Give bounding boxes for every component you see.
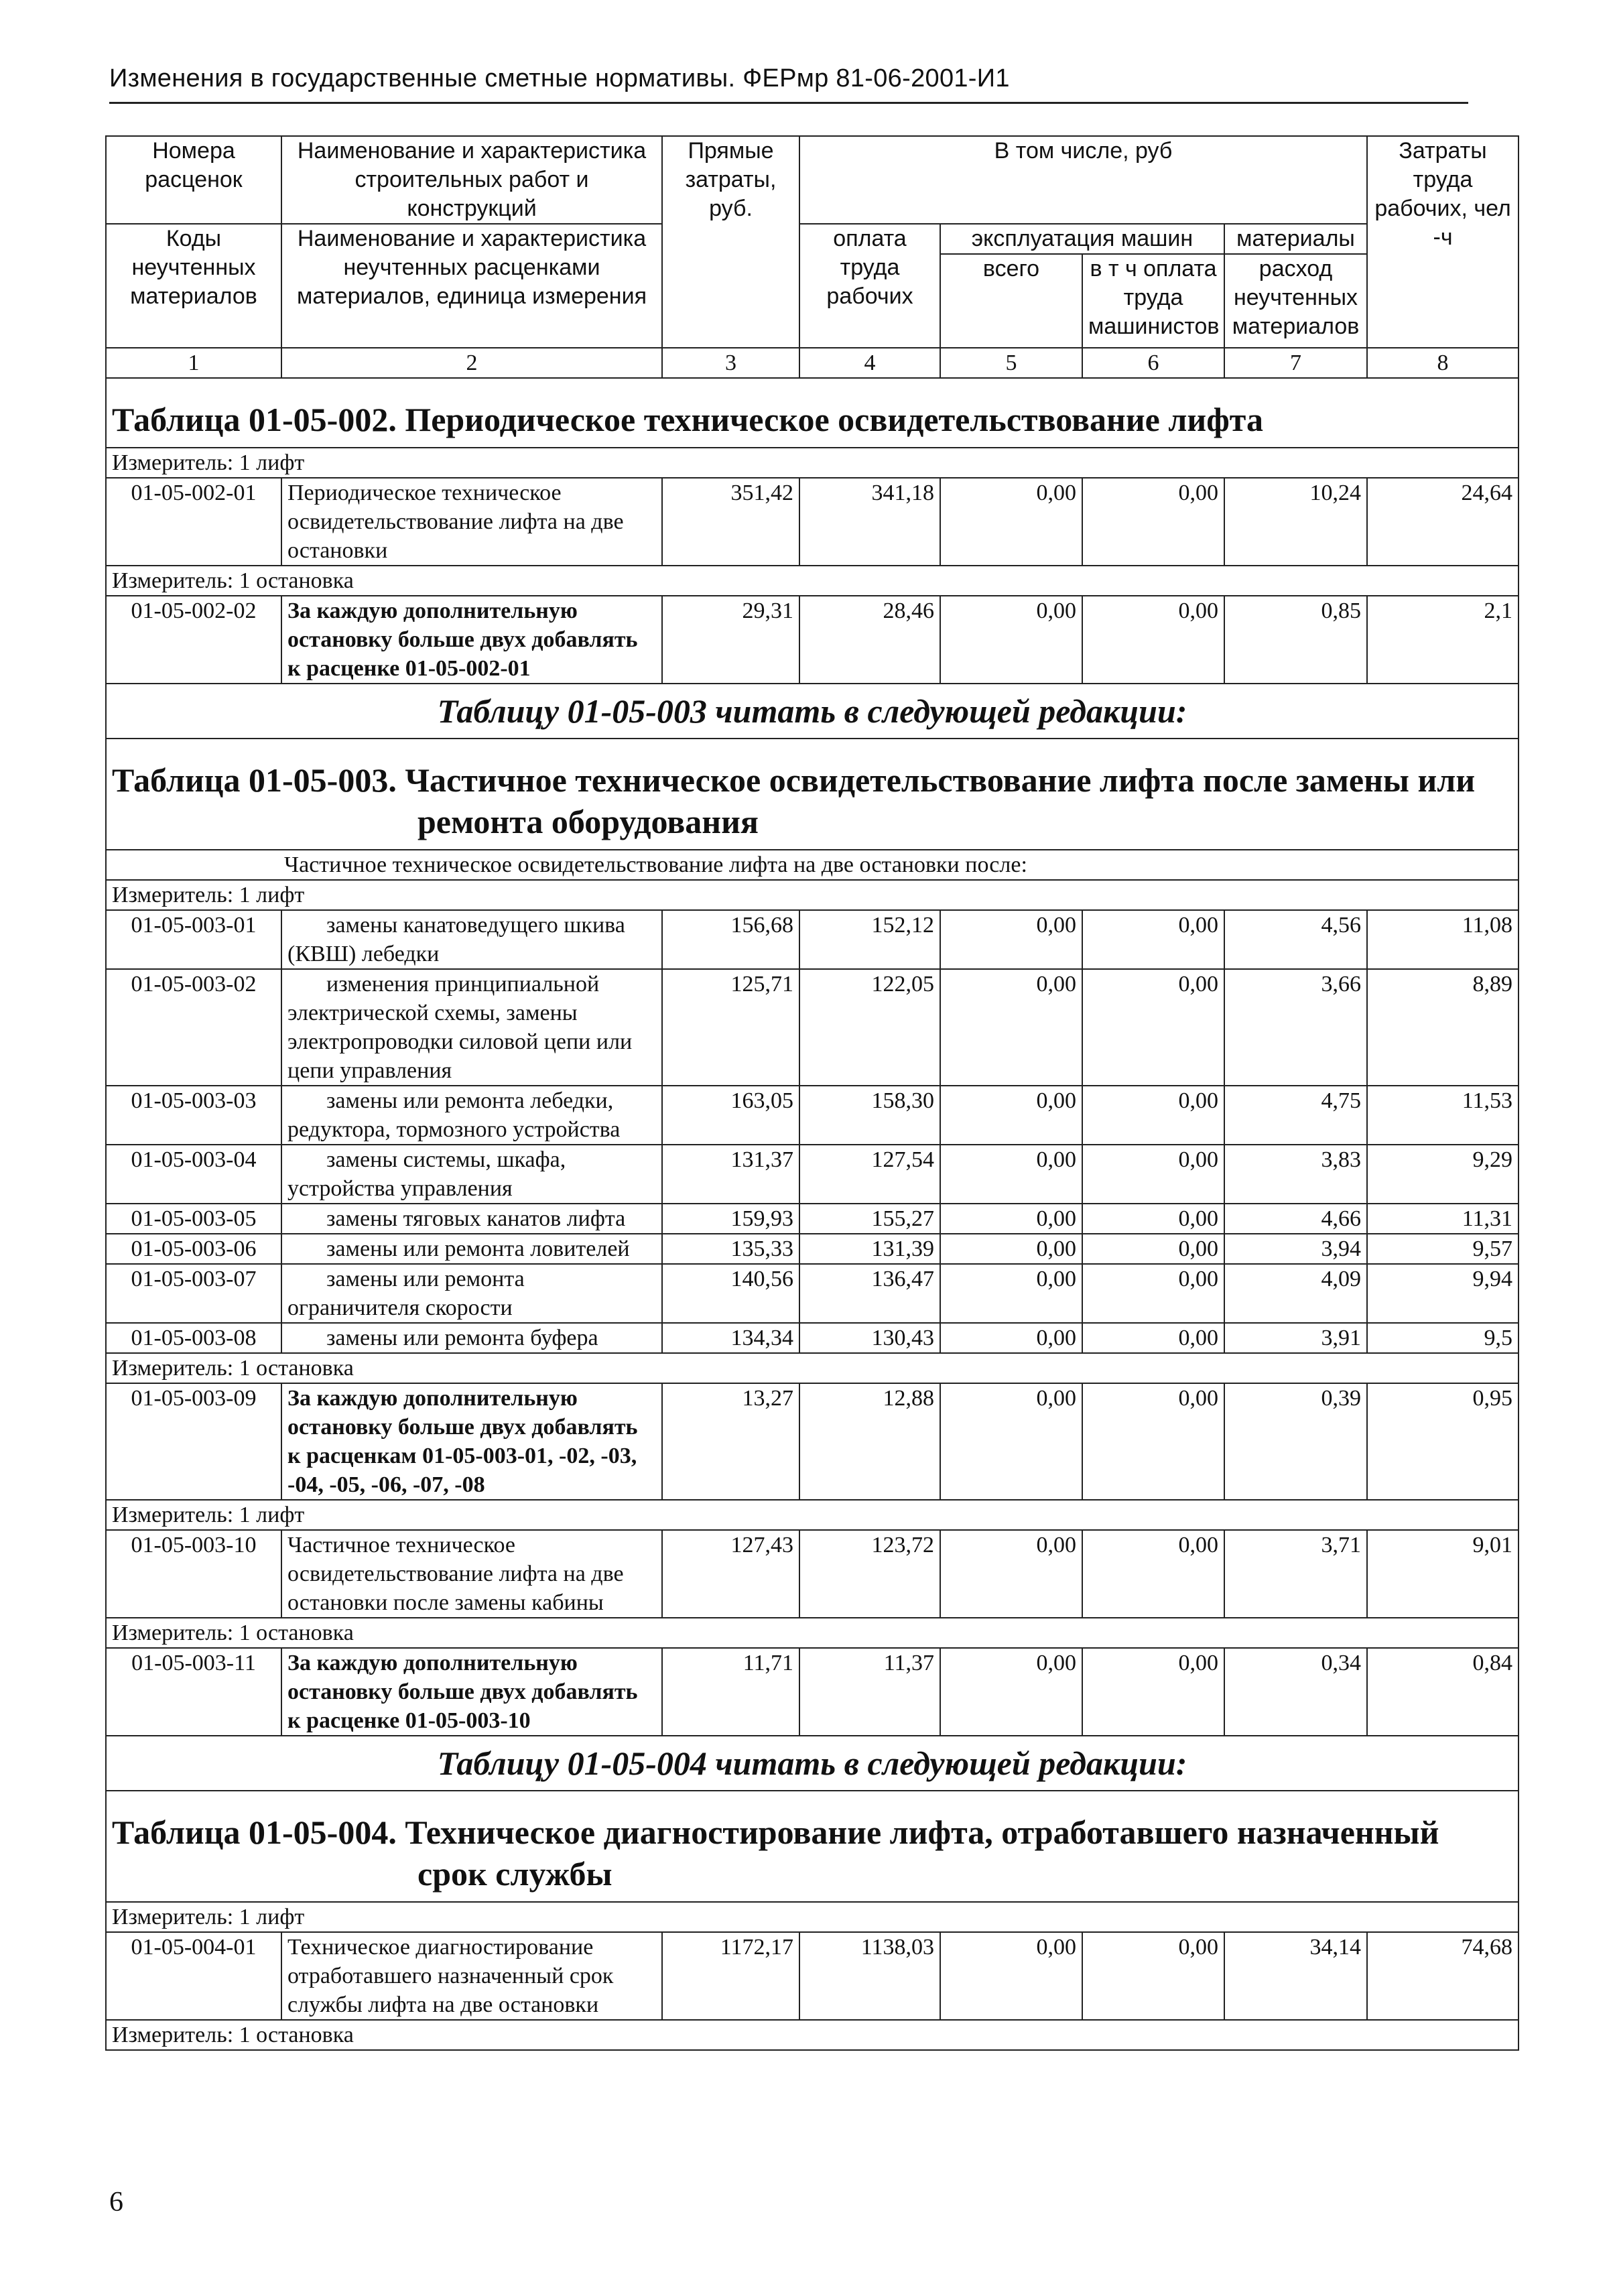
section-title-004-line2: срок службы — [417, 1855, 612, 1893]
materials: 0,34 — [1224, 1648, 1367, 1736]
materials: 34,14 — [1224, 1932, 1367, 2020]
machines-total: 0,00 — [940, 1086, 1082, 1145]
section-title-002: Таблица 01-05-002. Периодическое техническое освидетельствование лифта — [112, 401, 1263, 438]
labor-hours: 24,64 — [1367, 478, 1519, 566]
labor-pay: 152,12 — [799, 910, 940, 969]
measure-label: Измеритель: 1 остановка — [106, 1618, 1519, 1648]
direct-costs: 135,33 — [662, 1234, 799, 1264]
machinist-pay: 0,00 — [1082, 596, 1224, 684]
labor-hours: 0,95 — [1367, 1383, 1519, 1500]
machinist-pay: 0,00 — [1082, 1086, 1224, 1145]
materials: 0,39 — [1224, 1383, 1367, 1500]
direct-costs: 11,71 — [662, 1648, 799, 1736]
direct-costs: 140,56 — [662, 1264, 799, 1323]
col-number: 5 — [940, 348, 1082, 378]
table-row — [106, 478, 1519, 566]
page-number: 6 — [109, 2187, 123, 2218]
machines-total: 0,00 — [940, 910, 1082, 969]
machines-total: 0,00 — [940, 1323, 1082, 1353]
labor-hours: 11,31 — [1367, 1204, 1519, 1234]
labor-hours: 9,94 — [1367, 1264, 1519, 1323]
table-row — [106, 1145, 1519, 1204]
measure-label: Измеритель: 1 лифт — [106, 448, 1519, 478]
rate-name: замены или ремонта буфера — [281, 1323, 662, 1353]
machinist-pay: 0,00 — [1082, 1648, 1224, 1736]
machines-total: 0,00 — [940, 1383, 1082, 1500]
machines-total: 0,00 — [940, 1530, 1082, 1618]
materials: 3,94 — [1224, 1234, 1367, 1264]
materials: 4,56 — [1224, 910, 1367, 969]
table-row — [106, 1204, 1519, 1234]
section-title-003 — [112, 739, 1512, 849]
labor-pay: 123,72 — [799, 1530, 940, 1618]
labor-hours: 9,01 — [1367, 1530, 1519, 1618]
col-number: 8 — [1367, 348, 1519, 378]
rate-name: замены или ремонта ограничителя скорости — [281, 1264, 662, 1323]
rate-code: 01-05-003-02 — [106, 969, 281, 1086]
table-row — [106, 910, 1519, 969]
rate-code: 01-05-003-06 — [106, 1234, 281, 1264]
labor-pay: 158,30 — [799, 1086, 940, 1145]
section-title-004 — [112, 1791, 1512, 1901]
header-rule — [109, 102, 1468, 104]
rate-name: замены системы, шкафа, устройства управления — [281, 1145, 662, 1204]
col-number: 4 — [799, 348, 940, 378]
th-col1-bottom: Коды неучтенных материалов — [106, 224, 281, 348]
th-machines-total: всего — [940, 254, 1082, 348]
th-material-use: расход неучтенных материалов — [1224, 254, 1367, 348]
labor-pay: 155,27 — [799, 1204, 940, 1234]
direct-costs: 127,43 — [662, 1530, 799, 1618]
rate-name: За каждую дополнительную остановку больше двух добавлять к расценке 01-05-002-01 — [281, 596, 662, 684]
direct-costs: 134,34 — [662, 1323, 799, 1353]
labor-pay: 127,54 — [799, 1145, 940, 1204]
labor-hours: 0,84 — [1367, 1648, 1519, 1736]
labor-pay: 130,43 — [799, 1323, 940, 1353]
direct-costs: 163,05 — [662, 1086, 799, 1145]
rate-name: Периодическое техническое освидетельствование лифта на две остановки — [281, 478, 662, 566]
rate-code: 01-05-002-01 — [106, 478, 281, 566]
th-col2-top: Наименование и характеристика строительных работ и конструкций — [281, 136, 662, 224]
edit-note-003: Таблицу 01-05-003 читать в следующей редакции: — [437, 692, 1187, 730]
measure-label: Измеритель: 1 остановка — [106, 566, 1519, 596]
rate-code: 01-05-003-07 — [106, 1264, 281, 1323]
direct-costs: 125,71 — [662, 969, 799, 1086]
th-col2-bottom: Наименование и характеристика неучтенных расценками материалов, единица измерения — [281, 224, 662, 348]
measure-label: Измеритель: 1 остановка — [106, 2020, 1519, 2050]
measure-label: Измеритель: 1 лифт — [106, 1500, 1519, 1530]
table-row — [106, 1234, 1519, 1264]
machines-total: 0,00 — [940, 1648, 1082, 1736]
machinist-pay: 0,00 — [1082, 1932, 1224, 2020]
rate-name: изменения принципиальной электрической схемы, замены электропроводки силовой цепи или цепи управления — [281, 969, 662, 1086]
col-number: 2 — [281, 348, 662, 378]
labor-pay: 136,47 — [799, 1264, 940, 1323]
th-labor-pay: оплата труда рабочих — [799, 224, 940, 348]
col-number: 1 — [106, 348, 281, 378]
labor-hours: 11,53 — [1367, 1086, 1519, 1145]
th-direct-costs: Прямые затраты, руб. — [662, 136, 799, 348]
materials: 3,66 — [1224, 969, 1367, 1086]
rate-name: Техническое диагностирование отработавшего назначенный срок службы лифта на две остановки — [281, 1932, 662, 2020]
labor-pay: 1138,03 — [799, 1932, 940, 2020]
direct-costs: 13,27 — [662, 1383, 799, 1500]
rate-code: 01-05-003-03 — [106, 1086, 281, 1145]
machines-total: 0,00 — [940, 1145, 1082, 1204]
th-col1-top: Номера расценок — [106, 136, 281, 224]
direct-costs: 131,37 — [662, 1145, 799, 1204]
labor-hours: 74,68 — [1367, 1932, 1519, 2020]
labor-hours: 2,1 — [1367, 596, 1519, 684]
machines-total: 0,00 — [940, 1234, 1082, 1264]
rate-name: замены тяговых канатов лифта — [281, 1204, 662, 1234]
materials: 10,24 — [1224, 478, 1367, 566]
rate-name: За каждую дополнительную остановку больше двух добавлять к расценке 01-05-003-10 — [281, 1648, 662, 1736]
machinist-pay: 0,00 — [1082, 1323, 1224, 1353]
labor-hours: 8,89 — [1367, 969, 1519, 1086]
machinist-pay: 0,00 — [1082, 969, 1224, 1086]
direct-costs: 1172,17 — [662, 1932, 799, 2020]
rate-name: замены канатоведущего шкива (КВШ) лебедки — [281, 910, 662, 969]
table-row — [106, 1530, 1519, 1618]
rate-code: 01-05-003-05 — [106, 1204, 281, 1234]
rate-code: 01-05-002-02 — [106, 596, 281, 684]
table-row — [106, 1323, 1519, 1353]
direct-costs: 29,31 — [662, 596, 799, 684]
labor-hours: 9,57 — [1367, 1234, 1519, 1264]
th-machinist-pay: в т ч оплата труда машинистов — [1082, 254, 1224, 348]
rate-code: 01-05-003-09 — [106, 1383, 281, 1500]
labor-pay: 28,46 — [799, 596, 940, 684]
table-row — [106, 1648, 1519, 1736]
rate-name: Частичное техническое освидетельствование лифта на две остановки после замены кабины — [281, 1530, 662, 1618]
materials: 4,66 — [1224, 1204, 1367, 1234]
rate-code: 01-05-003-08 — [106, 1323, 281, 1353]
table-row — [106, 1932, 1519, 2020]
rate-name: За каждую дополнительную остановку больше двух добавлять к расценкам 01-05-003-01, -02, -03, -04, -05, -06, -07, -08 — [281, 1383, 662, 1500]
machinist-pay: 0,00 — [1082, 1530, 1224, 1618]
measure-label: Измеритель: 1 лифт — [106, 880, 1519, 910]
labor-pay: 12,88 — [799, 1383, 940, 1500]
section-title-003-line1: Таблица 01-05-003. Частичное техническое освидетельствование лифта после замены или — [112, 761, 1476, 799]
table-row — [106, 596, 1519, 684]
document-header: Изменения в государственные сметные нормативы. ФЕРмр 81-06-2001-И1 — [109, 64, 1010, 92]
measure-label: Измеритель: 1 остановка — [106, 1353, 1519, 1383]
materials: 3,83 — [1224, 1145, 1367, 1204]
materials: 3,71 — [1224, 1530, 1367, 1618]
estimate-table — [105, 135, 1519, 2051]
rate-code: 01-05-003-11 — [106, 1648, 281, 1736]
machinist-pay: 0,00 — [1082, 1234, 1224, 1264]
machines-total: 0,00 — [940, 478, 1082, 566]
col-number: 7 — [1224, 348, 1367, 378]
machines-total: 0,00 — [940, 596, 1082, 684]
th-labor-hours: Затраты труда рабочих, чел -ч — [1367, 136, 1519, 348]
machinist-pay: 0,00 — [1082, 1383, 1224, 1500]
machines-total: 0,00 — [940, 1264, 1082, 1323]
labor-pay: 341,18 — [799, 478, 940, 566]
table-row — [106, 969, 1519, 1086]
col-number: 6 — [1082, 348, 1224, 378]
machinist-pay: 0,00 — [1082, 1264, 1224, 1323]
labor-pay: 131,39 — [799, 1234, 940, 1264]
machinist-pay: 0,00 — [1082, 910, 1224, 969]
machines-total: 0,00 — [940, 1204, 1082, 1234]
section-title-003-line2: ремонта оборудования — [417, 803, 759, 840]
th-machines: эксплуатация машин — [940, 224, 1224, 254]
machinist-pay: 0,00 — [1082, 1145, 1224, 1204]
col-number: 3 — [662, 348, 799, 378]
th-materials: материалы — [1224, 224, 1367, 254]
labor-hours: 9,29 — [1367, 1145, 1519, 1204]
edit-note-004: Таблицу 01-05-004 читать в следующей редакции: — [437, 1744, 1187, 1782]
labor-pay: 11,37 — [799, 1648, 940, 1736]
rate-name: замены или ремонта ловителей — [281, 1234, 662, 1264]
direct-costs: 159,93 — [662, 1204, 799, 1234]
materials: 4,09 — [1224, 1264, 1367, 1323]
th-group: В том числе, руб — [799, 136, 1367, 224]
section-intro-003: Частичное техническое освидетельствование лифта на две остановки после: — [106, 850, 1519, 880]
labor-hours: 9,5 — [1367, 1323, 1519, 1353]
rate-code: 01-05-003-01 — [106, 910, 281, 969]
materials: 0,85 — [1224, 596, 1367, 684]
materials: 4,75 — [1224, 1086, 1367, 1145]
rate-code: 01-05-003-04 — [106, 1145, 281, 1204]
machines-total: 0,00 — [940, 969, 1082, 1086]
table-row — [106, 1383, 1519, 1500]
rate-code: 01-05-003-10 — [106, 1530, 281, 1618]
section-title-004-line1: Таблица 01-05-004. Техническое диагностирование лифта, отработавшего назначенный — [112, 1813, 1439, 1851]
table-row — [106, 1264, 1519, 1323]
labor-pay: 122,05 — [799, 969, 940, 1086]
rate-name: замены или ремонта лебедки, редуктора, тормозного устройства — [281, 1086, 662, 1145]
measure-label: Измеритель: 1 лифт — [106, 1902, 1519, 1932]
direct-costs: 156,68 — [662, 910, 799, 969]
machines-total: 0,00 — [940, 1932, 1082, 2020]
machinist-pay: 0,00 — [1082, 1204, 1224, 1234]
materials: 3,91 — [1224, 1323, 1367, 1353]
table-row — [106, 1086, 1519, 1145]
direct-costs: 351,42 — [662, 478, 799, 566]
labor-hours: 11,08 — [1367, 910, 1519, 969]
machinist-pay: 0,00 — [1082, 478, 1224, 566]
rate-code: 01-05-004-01 — [106, 1932, 281, 2020]
